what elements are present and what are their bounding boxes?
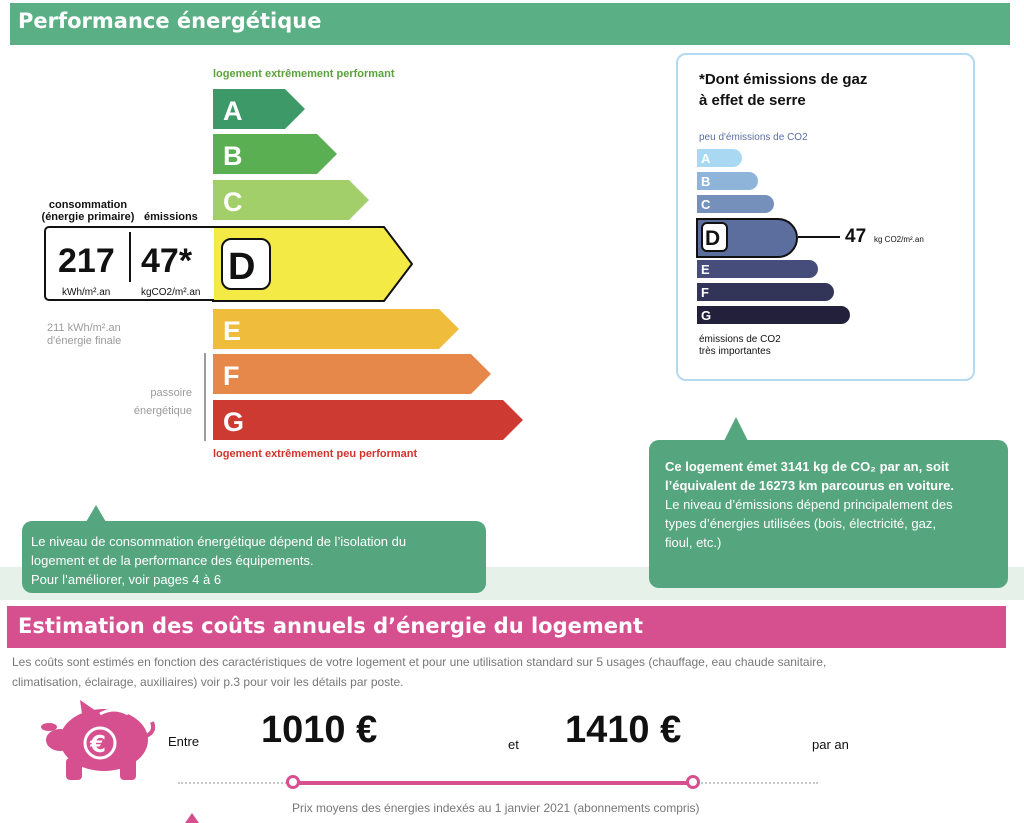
cost-range-min-marker bbox=[286, 775, 300, 789]
energy-class-e-letter: E bbox=[223, 316, 242, 346]
cost-description bbox=[12, 652, 1012, 692]
ges-class-c bbox=[697, 195, 774, 213]
ges-class-a-letter: A bbox=[701, 151, 711, 166]
next-section-marker bbox=[185, 813, 199, 823]
consumption-info-line1: Le niveau de consommation énergétique dépend de l’isolation du bbox=[31, 534, 407, 549]
cost-per-year-label: par an bbox=[812, 737, 849, 752]
energy-class-b-letter: B bbox=[223, 141, 243, 171]
energy-class-e-arrow bbox=[213, 309, 459, 349]
energy-class-g-letter: G bbox=[223, 407, 245, 437]
ges-value: 47 bbox=[845, 226, 867, 247]
values-divider bbox=[129, 232, 131, 282]
ges-class-g-letter: G bbox=[701, 308, 712, 323]
consumption-label-line1: consommation bbox=[48, 199, 128, 211]
cost-section-header bbox=[7, 606, 1006, 648]
ges-bottom-caption-line2: très importantes bbox=[699, 346, 771, 357]
cost-min-value: 1010 € bbox=[261, 709, 378, 751]
passoire-label bbox=[120, 384, 192, 420]
ges-class-b-letter: B bbox=[701, 174, 711, 189]
emissions-info-bubble bbox=[649, 440, 1008, 588]
consumption-bubble-pointer bbox=[86, 505, 106, 522]
ges-class-f-letter: F bbox=[701, 285, 709, 300]
energy-section-header bbox=[10, 3, 1010, 45]
ges-class-f bbox=[697, 283, 834, 301]
ges-class-g-bar bbox=[697, 306, 850, 324]
consumption-unit: kWh/m².an bbox=[62, 287, 111, 298]
final-energy-line2: d'énergie finale bbox=[47, 335, 122, 347]
energy-class-c bbox=[213, 180, 369, 220]
ges-bottom-caption-line1: émissions de CO2 bbox=[699, 334, 781, 345]
cost-and-label: et bbox=[508, 737, 519, 752]
final-energy-note bbox=[47, 322, 121, 348]
ges-title bbox=[699, 69, 867, 111]
cost-price-note: Prix moyens des énergies indexés au 1 janvier 2021 (abonnements compris) bbox=[292, 801, 700, 815]
consumption-value: 217 bbox=[58, 242, 115, 280]
energy-top-caption: logement extrêmement performant bbox=[213, 68, 395, 80]
cost-between-label: Entre bbox=[168, 734, 200, 749]
cost-range-max-marker bbox=[686, 775, 700, 789]
emissions-info-line2: l’équivalent de 16273 km parcourus en voiture. bbox=[665, 478, 954, 493]
energy-class-b bbox=[213, 134, 337, 174]
consumption-info-line2: logement et de la performance des équipements. bbox=[31, 553, 314, 568]
ges-title-line1: *Dont émissions de gaz bbox=[699, 71, 868, 88]
energy-class-f-letter: F bbox=[223, 361, 240, 391]
ges-top-caption: peu d'émissions de CO2 bbox=[699, 132, 808, 143]
final-energy-line1: 211 kWh/m².an bbox=[47, 322, 121, 334]
energy-scale bbox=[212, 86, 532, 446]
ges-title-line2: à effet de serre bbox=[699, 92, 806, 109]
energy-class-g bbox=[213, 400, 523, 440]
ges-unit: kg CO2/m².an bbox=[874, 235, 924, 244]
emissions-bubble-pointer bbox=[724, 417, 748, 441]
energy-class-a-letter: A bbox=[223, 96, 243, 126]
emissions-label: émissions bbox=[144, 211, 198, 223]
cost-range-bar bbox=[294, 781, 692, 785]
ges-class-g bbox=[697, 306, 850, 324]
energy-class-c-letter: C bbox=[223, 187, 243, 217]
ges-class-e bbox=[697, 260, 818, 278]
ges-class-e-bar bbox=[697, 260, 818, 278]
energy-section-title: Performance énergétique bbox=[18, 9, 322, 33]
passoire-bracket bbox=[204, 353, 206, 441]
emissions-info-line1: Ce logement émet 3141 kg de CO₂ par an, soit bbox=[665, 459, 949, 474]
emissions-info-line5: fioul, etc.) bbox=[665, 535, 722, 550]
energy-class-a bbox=[213, 89, 305, 129]
energy-bottom-caption: logement extrêmement peu performant bbox=[213, 448, 418, 460]
svg-text:€: € bbox=[90, 732, 107, 758]
consumption-label bbox=[30, 199, 146, 223]
consumption-info-bubble bbox=[22, 521, 486, 593]
ges-pointer-line bbox=[798, 236, 840, 238]
consumption-label-line2: (énergie primaire) bbox=[41, 211, 135, 223]
energy-class-f-arrow bbox=[213, 354, 491, 394]
ges-class-b bbox=[697, 172, 758, 190]
emissions-value: 47* bbox=[141, 242, 193, 280]
passoire-line2: énergétique bbox=[133, 405, 192, 417]
ges-class-f-bar bbox=[697, 283, 834, 301]
ges-class-d-letter: D bbox=[705, 227, 721, 250]
ges-bottom-caption bbox=[699, 334, 781, 358]
cost-description-line1: Les coûts sont estimés en fonction des caractéristiques de votre logement et pour une utilisation standard sur 5 usages (chauffage, eau chaude sanitaire, bbox=[12, 655, 827, 669]
ges-class-e-letter: E bbox=[701, 262, 710, 277]
energy-class-e bbox=[213, 309, 459, 349]
energy-class-d-letter: D bbox=[228, 246, 256, 288]
emissions-info-line4: types d’énergies utilisées (bois, électricité, gaz, bbox=[665, 516, 936, 531]
emissions-unit: kgCO2/m².an bbox=[141, 287, 201, 298]
ges-class-d bbox=[697, 219, 797, 257]
ges-scale bbox=[696, 146, 856, 330]
energy-class-f bbox=[213, 354, 491, 394]
ges-class-c-letter: C bbox=[701, 197, 711, 212]
cost-description-line2: climatisation, éclairage, auxiliaires) voir p.3 pour voir les détails par poste. bbox=[12, 675, 404, 689]
emissions-info-line3: Le niveau d’émissions dépend principalement des bbox=[665, 497, 953, 512]
cost-max-value: 1410 € bbox=[565, 709, 682, 751]
passoire-line1: passoire bbox=[150, 387, 192, 399]
cost-section-title: Estimation des coûts annuels d’énergie du logement bbox=[18, 614, 643, 638]
energy-class-d bbox=[213, 227, 412, 301]
ges-class-a bbox=[697, 149, 742, 167]
energy-class-g-arrow bbox=[213, 400, 523, 440]
piggy-bank-euro-icon bbox=[38, 696, 156, 784]
consumption-info-line3: Pour l’améliorer, voir pages 4 à 6 bbox=[31, 572, 222, 587]
